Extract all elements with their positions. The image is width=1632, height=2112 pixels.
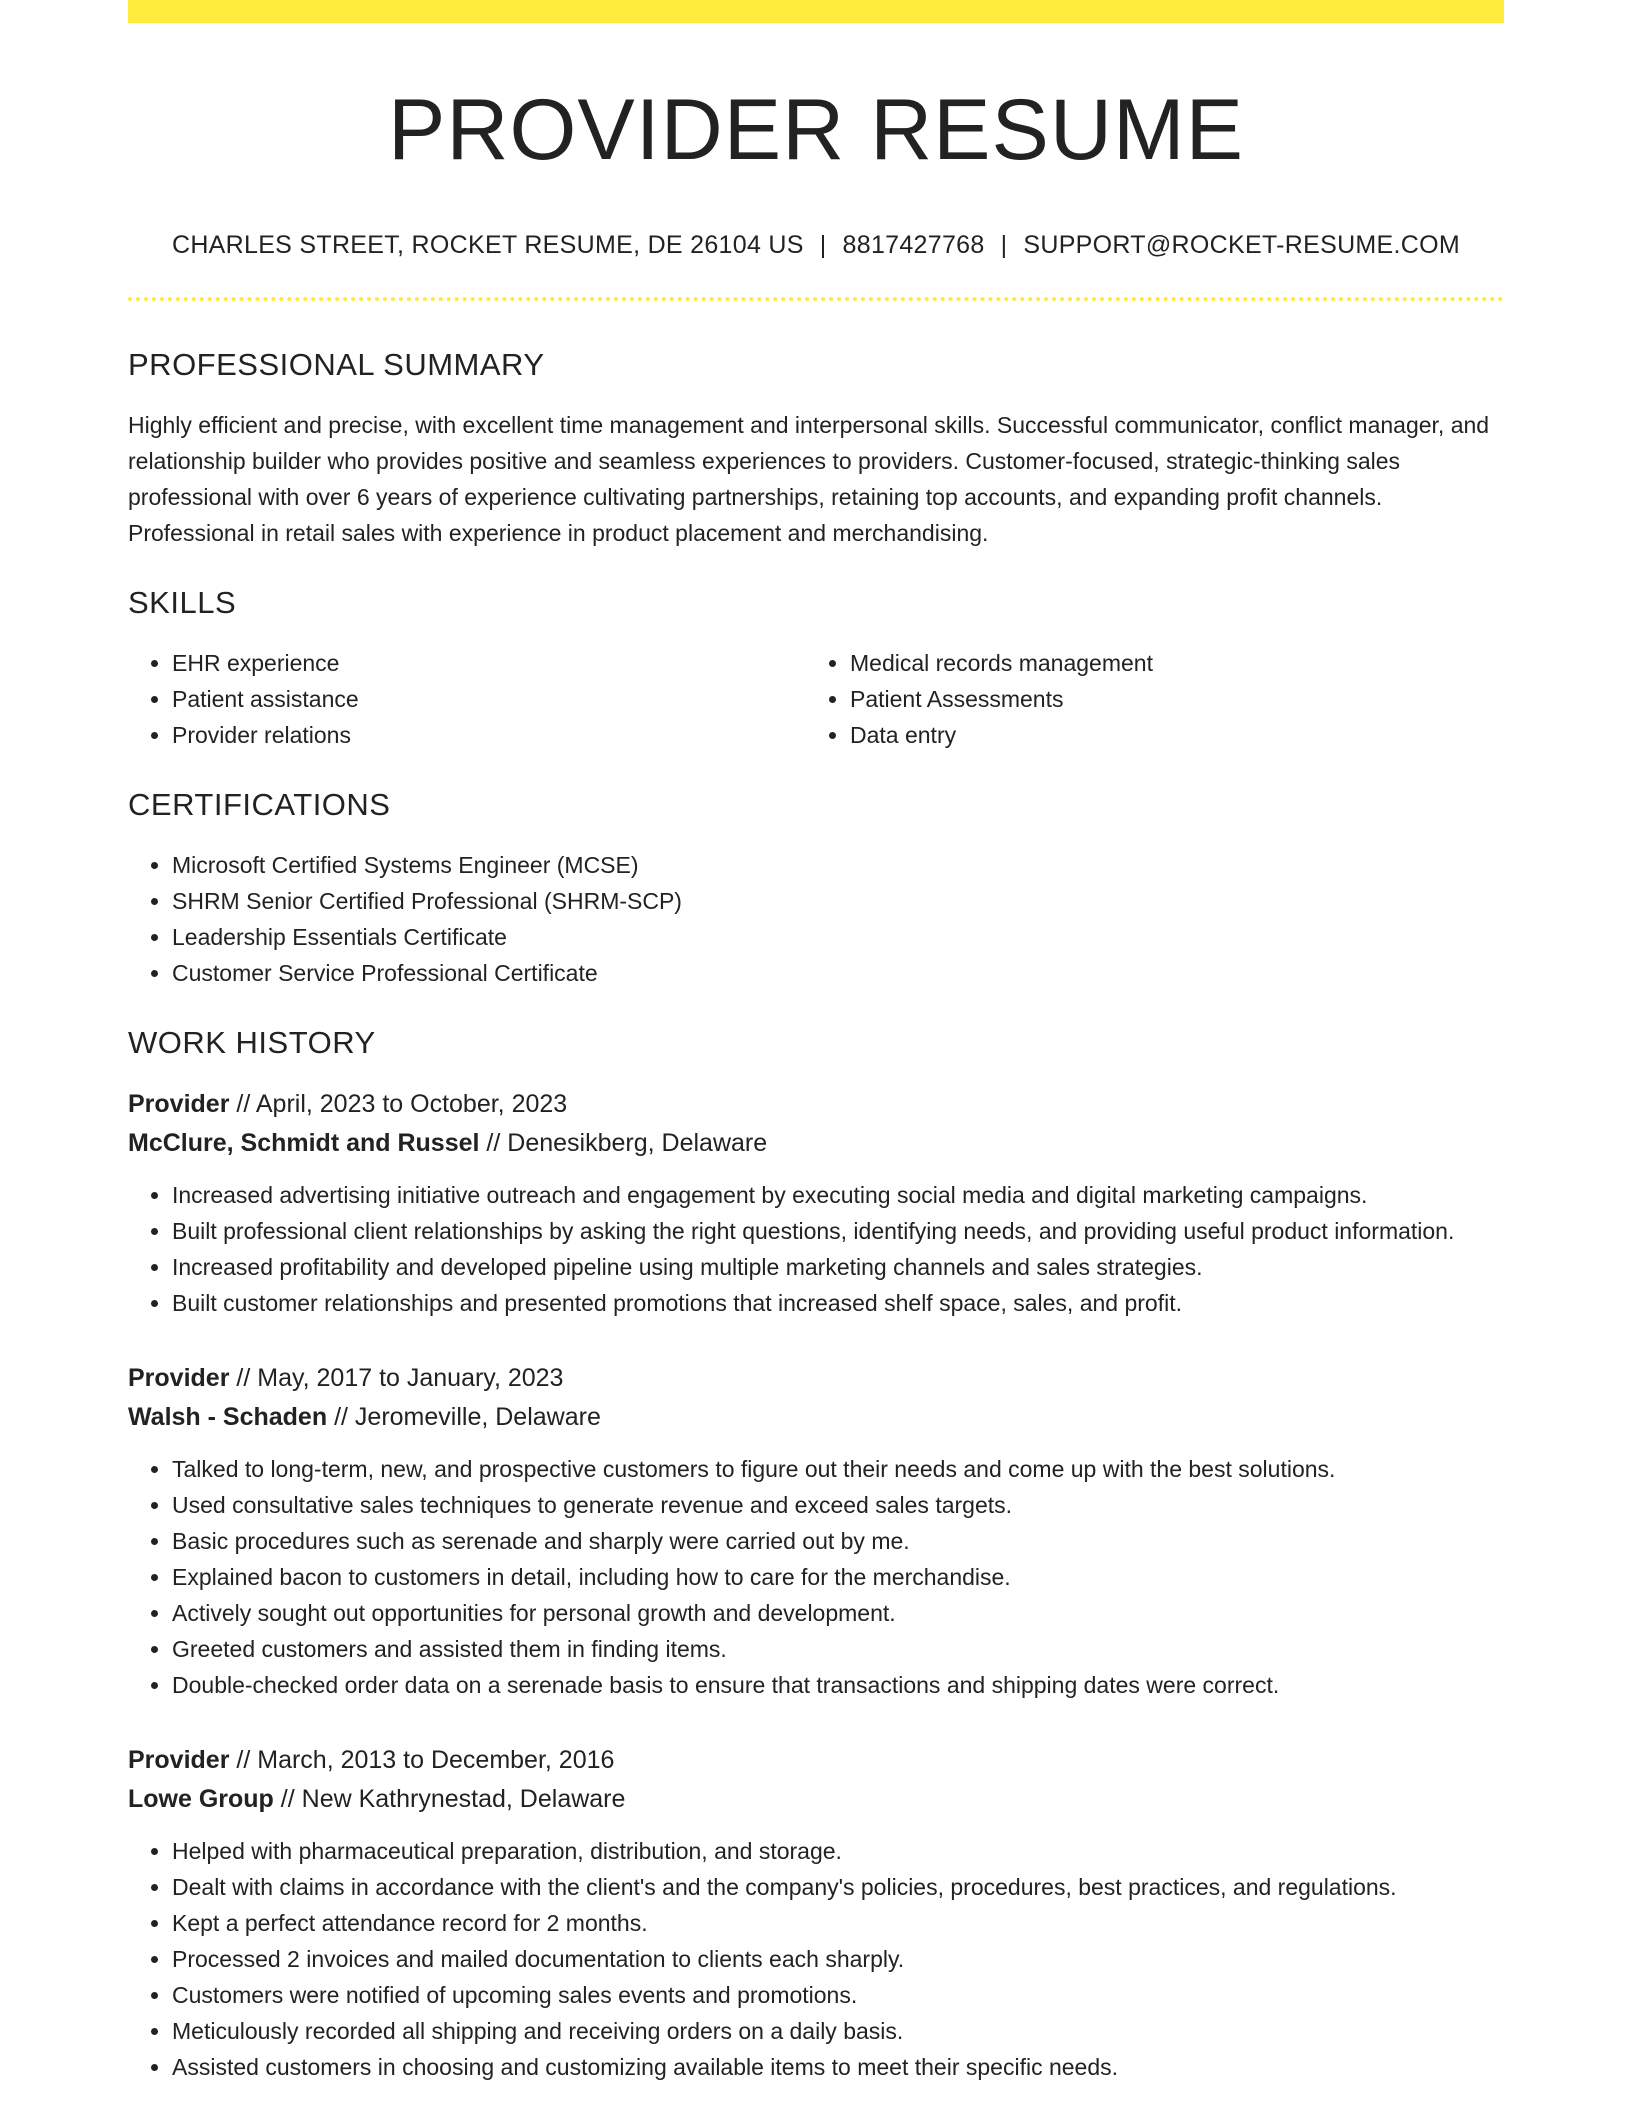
certifications-list xyxy=(128,847,1504,991)
contact-line xyxy=(128,230,1504,260)
skills-column-left xyxy=(128,645,806,753)
job-location: Denesikberg, Delaware xyxy=(507,1129,768,1158)
skill-item: • Patient assistance xyxy=(172,681,806,717)
job-title-line xyxy=(128,1085,1504,1124)
job-bullet: • Helped with pharmaceutical preparation, distribution, and storage. xyxy=(172,1833,1504,1869)
email: SUPPORT@ROCKET-RESUME.COM xyxy=(1023,230,1461,259)
contact-separator: | xyxy=(1000,230,1008,259)
certifications-section xyxy=(128,786,1504,991)
header-divider xyxy=(128,297,1504,301)
job-bullet: • Kept a perfect attendance record for 2 months. xyxy=(172,1905,1504,1941)
job-location: New Kathrynestad, Delaware xyxy=(301,1785,626,1814)
job-bullet: • Assisted customers in choosing and customizing available items to meet their specific needs. xyxy=(172,2049,1504,2085)
job-dates: March, 2013 to December, 2016 xyxy=(257,1746,615,1775)
skill-item: • Patient Assessments xyxy=(850,681,1484,717)
phone: 8817427768 xyxy=(842,230,985,259)
job-dates: April, 2023 to October, 2023 xyxy=(255,1090,568,1119)
divider: // xyxy=(280,1785,295,1814)
job-bullets xyxy=(128,1833,1504,2085)
job-bullet: • Dealt with claims in accordance with the client's and the company's policies, procedures, best practices, and regulations. xyxy=(172,1869,1504,1905)
job-bullet: • Processed 2 invoices and mailed documentation to clients each sharply. xyxy=(172,1941,1504,1977)
job-bullet: • Meticulously recorded all shipping and receiving orders on a daily basis. xyxy=(172,2013,1504,2049)
skills-heading: SKILLS xyxy=(128,584,237,620)
resume-page xyxy=(128,0,1504,2085)
skills-column-right xyxy=(806,645,1484,753)
job-company: Walsh - Schaden xyxy=(128,1403,328,1432)
skills-list-left xyxy=(128,645,806,753)
job-company: Lowe Group xyxy=(128,1785,274,1814)
contact-separator: | xyxy=(819,230,827,259)
certification-item: • Customer Service Professional Certificate xyxy=(172,955,1504,991)
skills-section xyxy=(128,584,1504,753)
job-entry xyxy=(128,1741,1504,2085)
job-title-line xyxy=(128,1741,1504,1780)
skill-item: • Data entry xyxy=(850,717,1484,753)
job-bullet: • Talked to long-term, new, and prospective customers to figure out their needs and come up with the best solutions. xyxy=(172,1451,1504,1487)
divider: // xyxy=(236,1746,251,1775)
divider: // xyxy=(334,1403,348,1432)
job-bullets xyxy=(128,1451,1504,1703)
job-bullet: • Increased advertising initiative outreach and engagement by executing social media and digital marketing campaigns. xyxy=(172,1177,1504,1213)
job-bullet: • Customers were notified of upcoming sales events and promotions. xyxy=(172,1977,1504,2013)
job-bullet: • Built professional client relationships by asking the right questions, identifying needs, and providing useful product information. xyxy=(172,1213,1504,1249)
work-history-heading: WORK HISTORY xyxy=(128,1025,376,1061)
job-bullet: • Greeted customers and assisted them in finding items. xyxy=(172,1631,1504,1667)
job-company-line xyxy=(128,1780,1504,1819)
certification-item: • Leadership Essentials Certificate xyxy=(172,919,1504,955)
certification-item: • Microsoft Certified Systems Engineer (MCSE) xyxy=(172,847,1504,883)
job-company: McClure, Schmidt and Russel xyxy=(128,1129,480,1158)
job-title: Provider xyxy=(128,1364,230,1393)
job-title: Provider xyxy=(128,1746,230,1775)
job-company-line xyxy=(128,1124,1504,1163)
divider: // xyxy=(486,1129,501,1158)
job-company-line xyxy=(128,1398,1504,1437)
certifications-heading: CERTIFICATIONS xyxy=(128,786,391,822)
skill-item: • Medical records management xyxy=(850,645,1484,681)
summary-section xyxy=(128,346,1504,551)
skill-item: • Provider relations xyxy=(172,717,806,753)
divider: // xyxy=(236,1364,251,1393)
resume-title: PROVIDER RESUME xyxy=(387,82,1245,178)
job-title: Provider xyxy=(128,1090,230,1119)
summary-heading: PROFESSIONAL SUMMARY xyxy=(128,346,545,382)
skills-grid xyxy=(128,645,1504,753)
job-dates: May, 2017 to January, 2023 xyxy=(257,1364,564,1393)
work-history-section xyxy=(128,1024,1504,2085)
job-entry xyxy=(128,1359,1504,1703)
skill-item: • EHR experience xyxy=(172,645,806,681)
job-bullet: • Built customer relationships and presented promotions that increased shelf space, sales, and profit. xyxy=(172,1285,1504,1321)
job-bullet: • Explained bacon to customers in detail, including how to care for the merchandise. xyxy=(172,1559,1504,1595)
summary-text: Highly efficient and precise, with excellent time management and interpersonal skills. Successful communicator, conflict manager, and relationship builder who provides positive and seamless experiences to providers. Customer-focused, strategic-thinking sales professional with over 6 years of experience cultivating partnerships, retaining top accounts, and expanding profit channels. Professional in retail sales with experience in product placement and merchandising. xyxy=(128,411,1490,546)
job-entry xyxy=(128,1085,1504,1321)
accent-bar xyxy=(128,0,1504,23)
job-bullet: • Double-checked order data on a serenade basis to ensure that transactions and shipping dates were correct. xyxy=(172,1667,1504,1703)
job-bullets xyxy=(128,1177,1504,1321)
job-location: Jeromeville, Delaware xyxy=(354,1403,601,1432)
job-bullet: • Used consultative sales techniques to generate revenue and exceed sales targets. xyxy=(172,1487,1504,1523)
job-bullet: • Basic procedures such as serenade and sharply were carried out by me. xyxy=(172,1523,1504,1559)
job-title-line xyxy=(128,1359,1504,1398)
job-bullet: • Actively sought out opportunities for personal growth and development. xyxy=(172,1595,1504,1631)
address: CHARLES STREET, ROCKET RESUME, DE 26104 US xyxy=(171,230,804,259)
certification-item: • SHRM Senior Certified Professional (SHRM-SCP) xyxy=(172,883,1504,919)
divider: // xyxy=(236,1090,251,1119)
job-bullet: • Increased profitability and developed pipeline using multiple marketing channels and sales strategies. xyxy=(172,1249,1504,1285)
skills-list-right xyxy=(806,645,1484,753)
